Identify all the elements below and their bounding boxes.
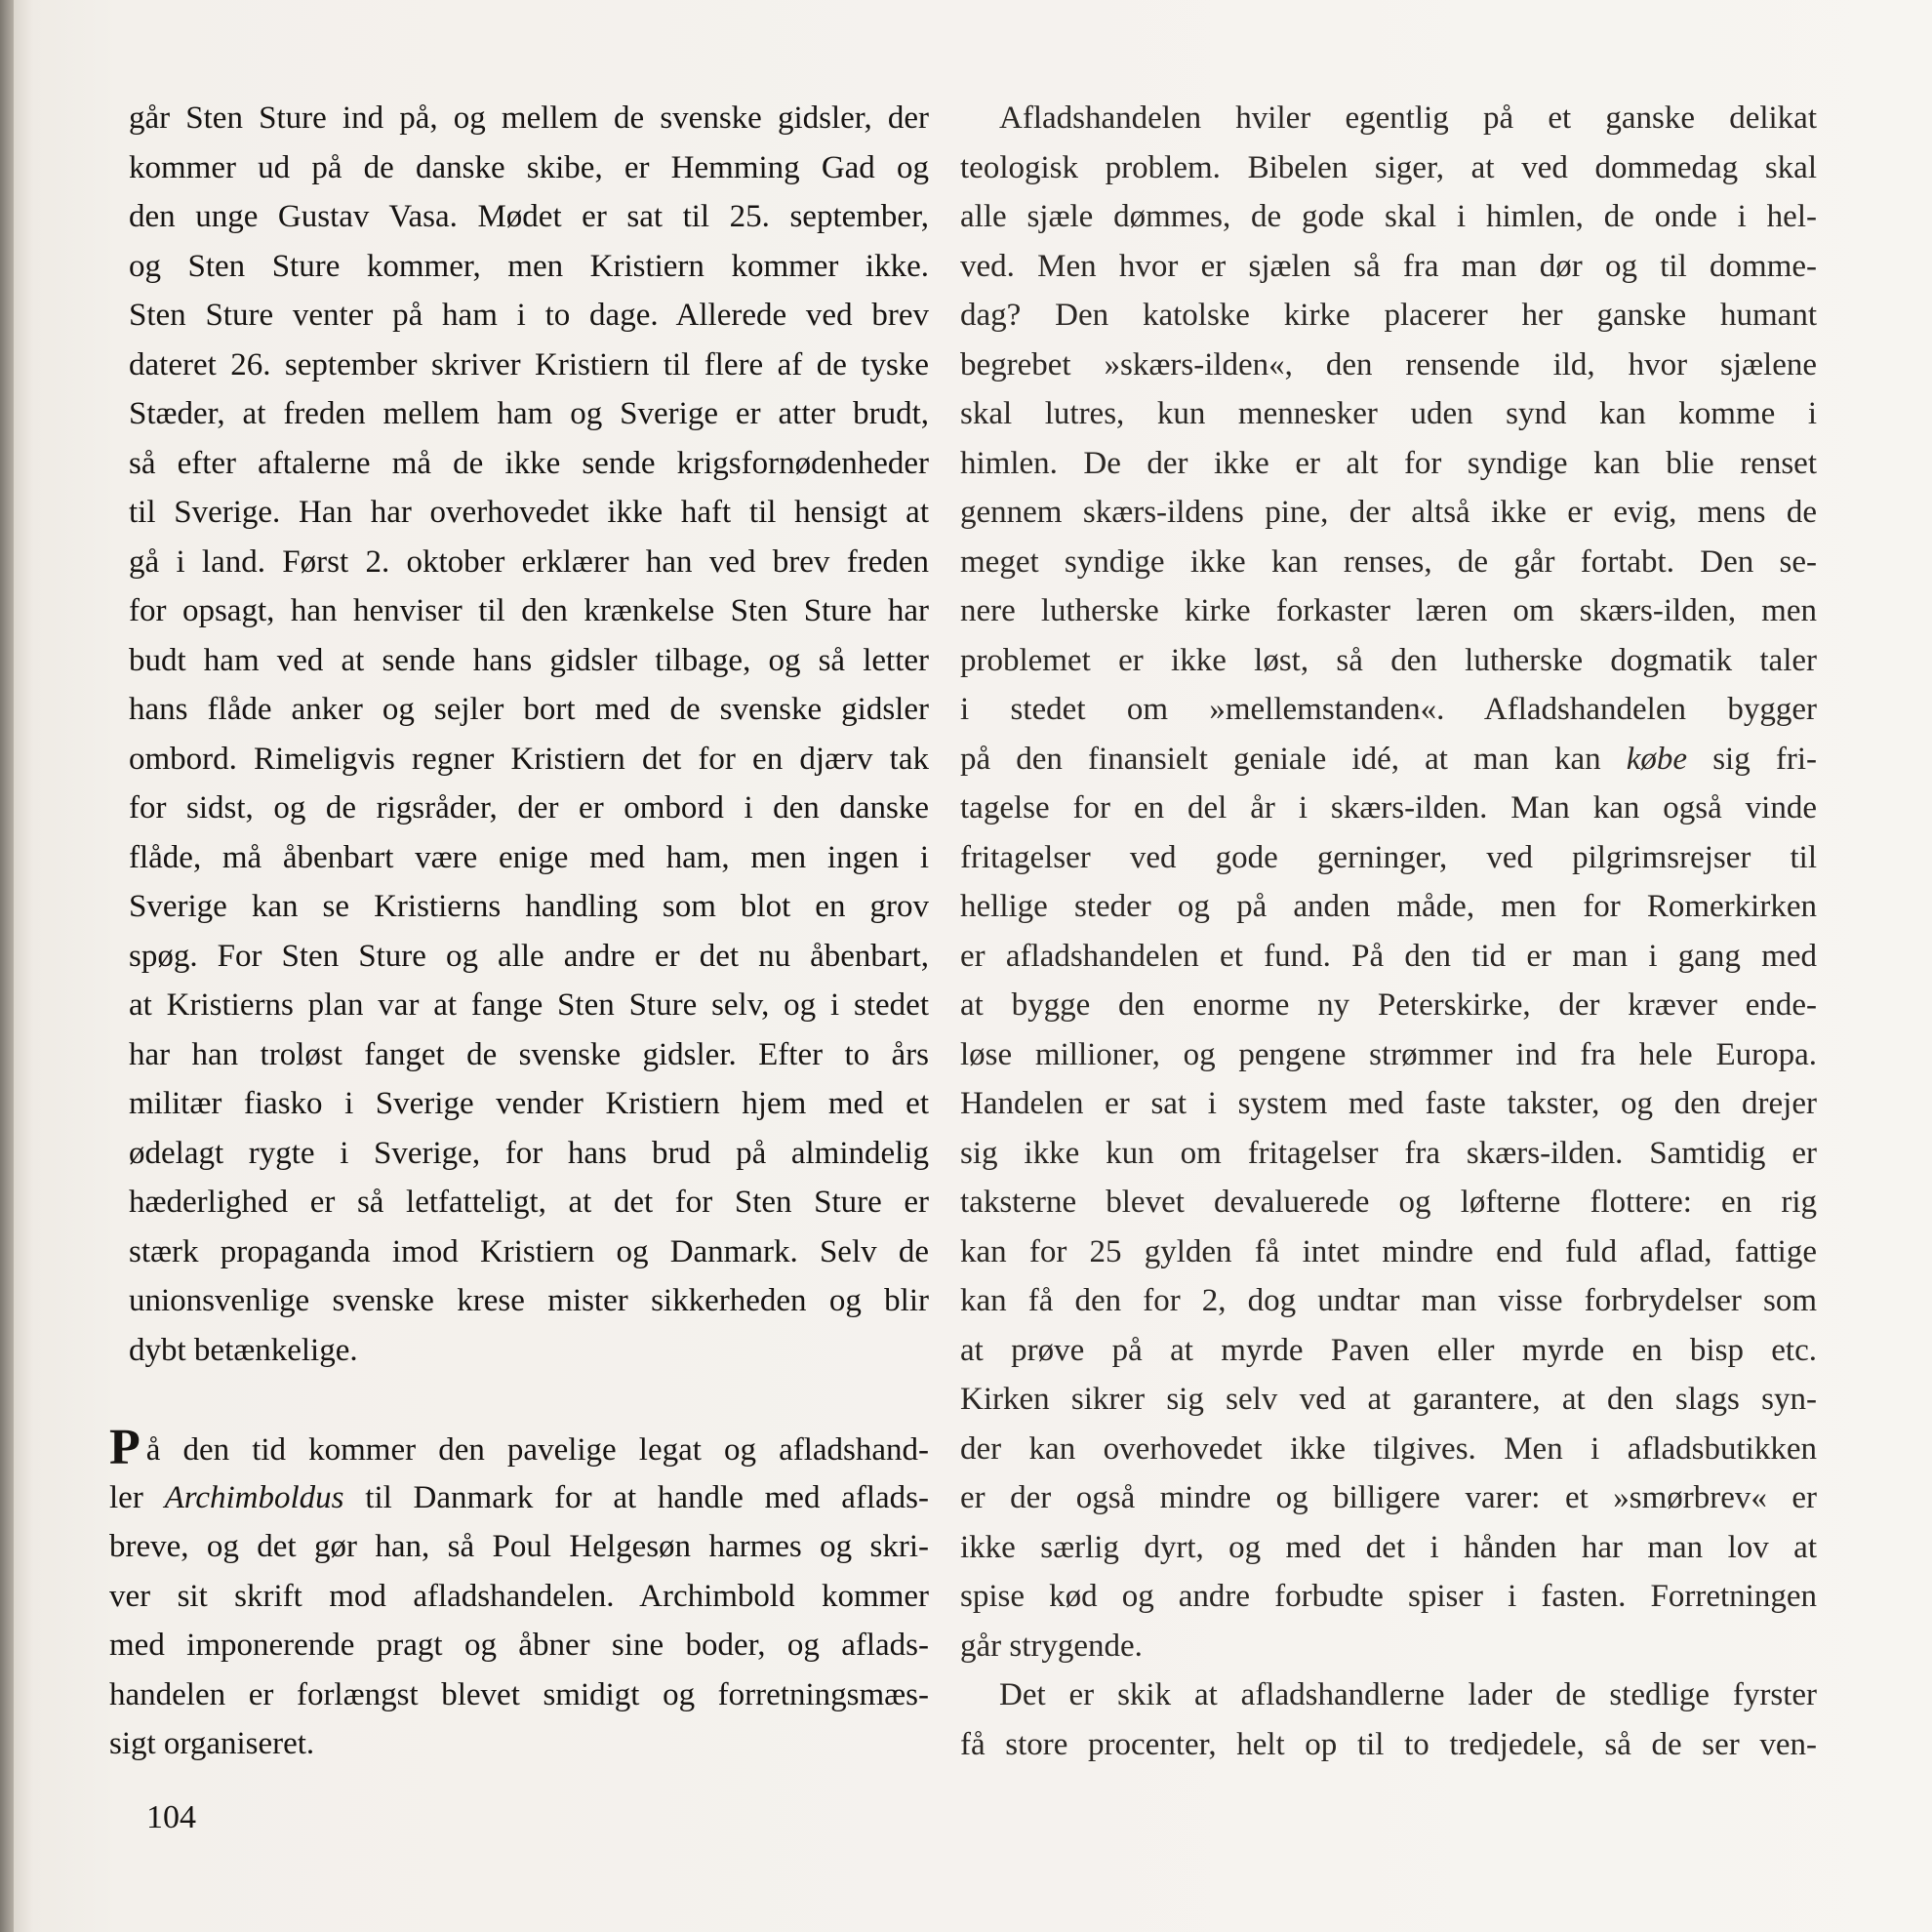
text-line: for sidst, og de rigsråder, der er ombord i den danske — [129, 790, 929, 825]
text-line: ikke særlig dyrt, og med det i hånden har man lov at — [960, 1529, 1817, 1565]
paragraph-gap — [129, 1375, 929, 1424]
text-line: at Kristierns plan var at fange Sten Sture selv, og i stedet — [129, 987, 929, 1023]
text-line: flåde, må åbenbart være enige med ham, men ingen i — [129, 839, 929, 875]
text-line: kan få den for 2, dog undtar man visse forbrydelser som — [960, 1283, 1817, 1318]
left-paragraph-1 — [129, 94, 929, 1375]
text-line: gennem skærs-ildens pine, der altså ikke er evig, mens de — [960, 495, 1817, 530]
right-paragraph-2 — [960, 1670, 1817, 1769]
left-paragraph-2-lines — [109, 1522, 929, 1769]
text-line: hæderlighed er så letfatteligt, at det for Sten Sture er — [129, 1185, 929, 1220]
text-line: taksterne blevet devaluerede og løfterne flottere: en rig — [960, 1185, 1817, 1220]
left-paragraph-2 — [109, 1420, 929, 1769]
text-line: teologisk problem. Bibelen siger, at ved dommedag skal — [960, 149, 1817, 185]
text-line: for opsagt, han henviser til den krænkelse Sten Sture har — [129, 593, 929, 628]
text-line: Sten Sture venter på ham i to dage. Allerede ved brev — [129, 298, 929, 333]
text-line: der kan overhovedet ikke tilgives. Men i afladsbutikken — [960, 1430, 1817, 1467]
text-line: dybt betænkelige. — [129, 1332, 358, 1368]
text-line: begrebet »skærs-ilden«, den rensende ild, hvor sjælene — [960, 346, 1817, 382]
text-line: militær fiasko i Sverige vender Kristiern hjem med et — [129, 1086, 929, 1121]
text-line: skal lutres, kun mennesker uden synd kan komme i — [960, 396, 1817, 431]
text-line: Det er skik at afladshandlerne lader de stedlige fyrster — [999, 1677, 1817, 1712]
right-paragraph-1-end — [960, 784, 1817, 1670]
text-line: og Sten Sture kommer, men Kristiern kommer ikke. — [129, 248, 929, 284]
text-line: problemet er ikke løst, så den lutherske dogmatik taler — [960, 642, 1817, 678]
text-segment: på den finansielt geniale idé, at man kan — [960, 741, 1627, 777]
text-line: breve, og det gør han, så Poul Helgesøn harmes og skri- — [109, 1529, 929, 1564]
text-line: ombord. Rimeligvis regner Kristiern det for en djærv tak — [129, 741, 929, 777]
text-line: har han troløst fanget de svenske gidsler. Efter to års — [129, 1036, 929, 1072]
italic-name: Archimboldus — [164, 1479, 344, 1515]
italic-word: købe — [1626, 741, 1688, 777]
text-line: nere lutherske kirke forkaster læren om skærs-ilden, men — [960, 593, 1817, 628]
text-line: meget syndige ikke kan renses, de går fortabt. Den se- — [960, 543, 1817, 580]
text-line: ødelagt rygte i Sverige, for hans brud på almindelig — [129, 1135, 929, 1171]
text-line: handelen er forlængst blevet smidigt og forretningsmæs- — [109, 1676, 929, 1712]
text-line: går strygende. — [960, 1628, 1143, 1664]
text-line: ver sit skrift mod afladshandelen. Archimbold kommer — [109, 1578, 929, 1614]
text-line: Handelen er sat i system med faste takster, og den drejer — [960, 1086, 1817, 1121]
text-line: budt ham ved at sende hans gidsler tilbage, og så letter — [129, 642, 929, 678]
text-line: kan for 25 gylden få intet mindre end fuld aflad, fattige — [960, 1233, 1817, 1269]
text-line — [109, 1420, 929, 1475]
text-line: sigt organiseret. — [109, 1726, 315, 1761]
text-line: Afladshandelen hviler egentlig på et ganske delikat — [999, 101, 1817, 136]
text-line: tagelse for en del år i skærs-ilden. Man kan også vinde — [960, 790, 1817, 825]
text-line: Stæder, at freden mellem ham og Sverige er atter brudt, — [129, 396, 929, 431]
text-line: løse millioner, og pengene strømmer ind fra hele Europa. — [960, 1036, 1817, 1072]
text-line: til Sverige. Han har overhovedet ikke haft til hensigt at — [129, 495, 929, 530]
text-segment: sig fri- — [1687, 741, 1817, 777]
text-line — [960, 735, 1817, 785]
text-line: få store procenter, helt op til to tredjedele, så de ser ven- — [960, 1726, 1817, 1762]
text-line: unionsvenlige svenske krese mister sikkerheden og blir — [129, 1283, 929, 1318]
text-line: at prøve på at myrde Paven eller myrde en bisp etc. — [960, 1332, 1817, 1368]
text-line: alle sjæle dømmes, de gode skal i himlen, de onde i hel- — [960, 199, 1817, 234]
text-line: går Sten Sture ind på, og mellem de svenske gidsler, der — [129, 101, 929, 136]
right-text-column — [960, 94, 1817, 1769]
text-line: gå i land. Først 2. oktober erklærer han ved brev freden — [129, 543, 929, 580]
book-spine-shadow — [0, 0, 14, 1932]
text-line: dateret 26. september skriver Kristiern til flere af de tyske — [129, 346, 929, 382]
left-text-column — [109, 94, 929, 1769]
text-line: hellige steder og på anden måde, men for Romerkirken — [960, 889, 1817, 924]
text-line: fritagelser ved gode gerninger, ved pilgrimsrejser til — [960, 839, 1817, 875]
text-line: Kirken sikrer sig selv ved at garantere, at den slags syn- — [960, 1382, 1817, 1417]
text-line: himlen. De der ikke er alt for syndige kan blie renset — [960, 445, 1817, 481]
text-line: kommer ud på de danske skibe, er Hemming Gad og — [129, 149, 929, 185]
text-line — [109, 1473, 929, 1523]
text-line: dag? Den katolske kirke placerer her ganske humant — [960, 298, 1817, 333]
right-paragraph-1-start — [960, 94, 1817, 735]
text-line: at bygge den enorme ny Peterskirke, der kræver ende- — [960, 987, 1817, 1023]
text-line: er afladshandelen et fund. På den tid er man i gang med — [960, 938, 1817, 974]
text-line: så efter aftalerne må de ikke sende krigsfornødenheder — [129, 445, 929, 481]
text-line: den unge Gustav Vasa. Mødet er sat til 25. september, — [129, 199, 929, 234]
text-segment: til Danmark for at handle med aflads- — [343, 1479, 929, 1515]
text-segment: ler — [109, 1479, 165, 1515]
text-line: sig ikke kun om fritagelser fra skærs-ilden. Samtidig er — [960, 1135, 1817, 1171]
text-line: hans flåde anker og sejler bort med de svenske gidsler — [129, 692, 929, 727]
text-line: er der også mindre og billigere varer: et »smørbrev« er — [960, 1480, 1817, 1515]
text-line: ved. Men hvor er sjælen så fra man dør og til domme- — [960, 248, 1817, 284]
text-line: spøg. For Sten Sture og alle andre er det nu åbenbart, — [129, 938, 929, 974]
text-line: i stedet om »mellemstanden«. Afladshandelen bygger — [960, 692, 1817, 727]
text-line-rest: å den tid kommer den pavelige legat og afladshand- — [145, 1432, 929, 1468]
drop-cap: P — [109, 1420, 141, 1475]
text-line: spise kød og andre forbudte spiser i fasten. Forretningen — [960, 1579, 1817, 1614]
page-number: 104 — [146, 1799, 196, 1835]
text-line: Sverige kan se Kristierns handling som blot en grov — [129, 889, 929, 924]
text-line: stærk propaganda imod Kristiern og Danmark. Selv de — [129, 1233, 929, 1269]
text-line: med imponerende pragt og åbner sine boder, og aflads- — [109, 1628, 929, 1663]
